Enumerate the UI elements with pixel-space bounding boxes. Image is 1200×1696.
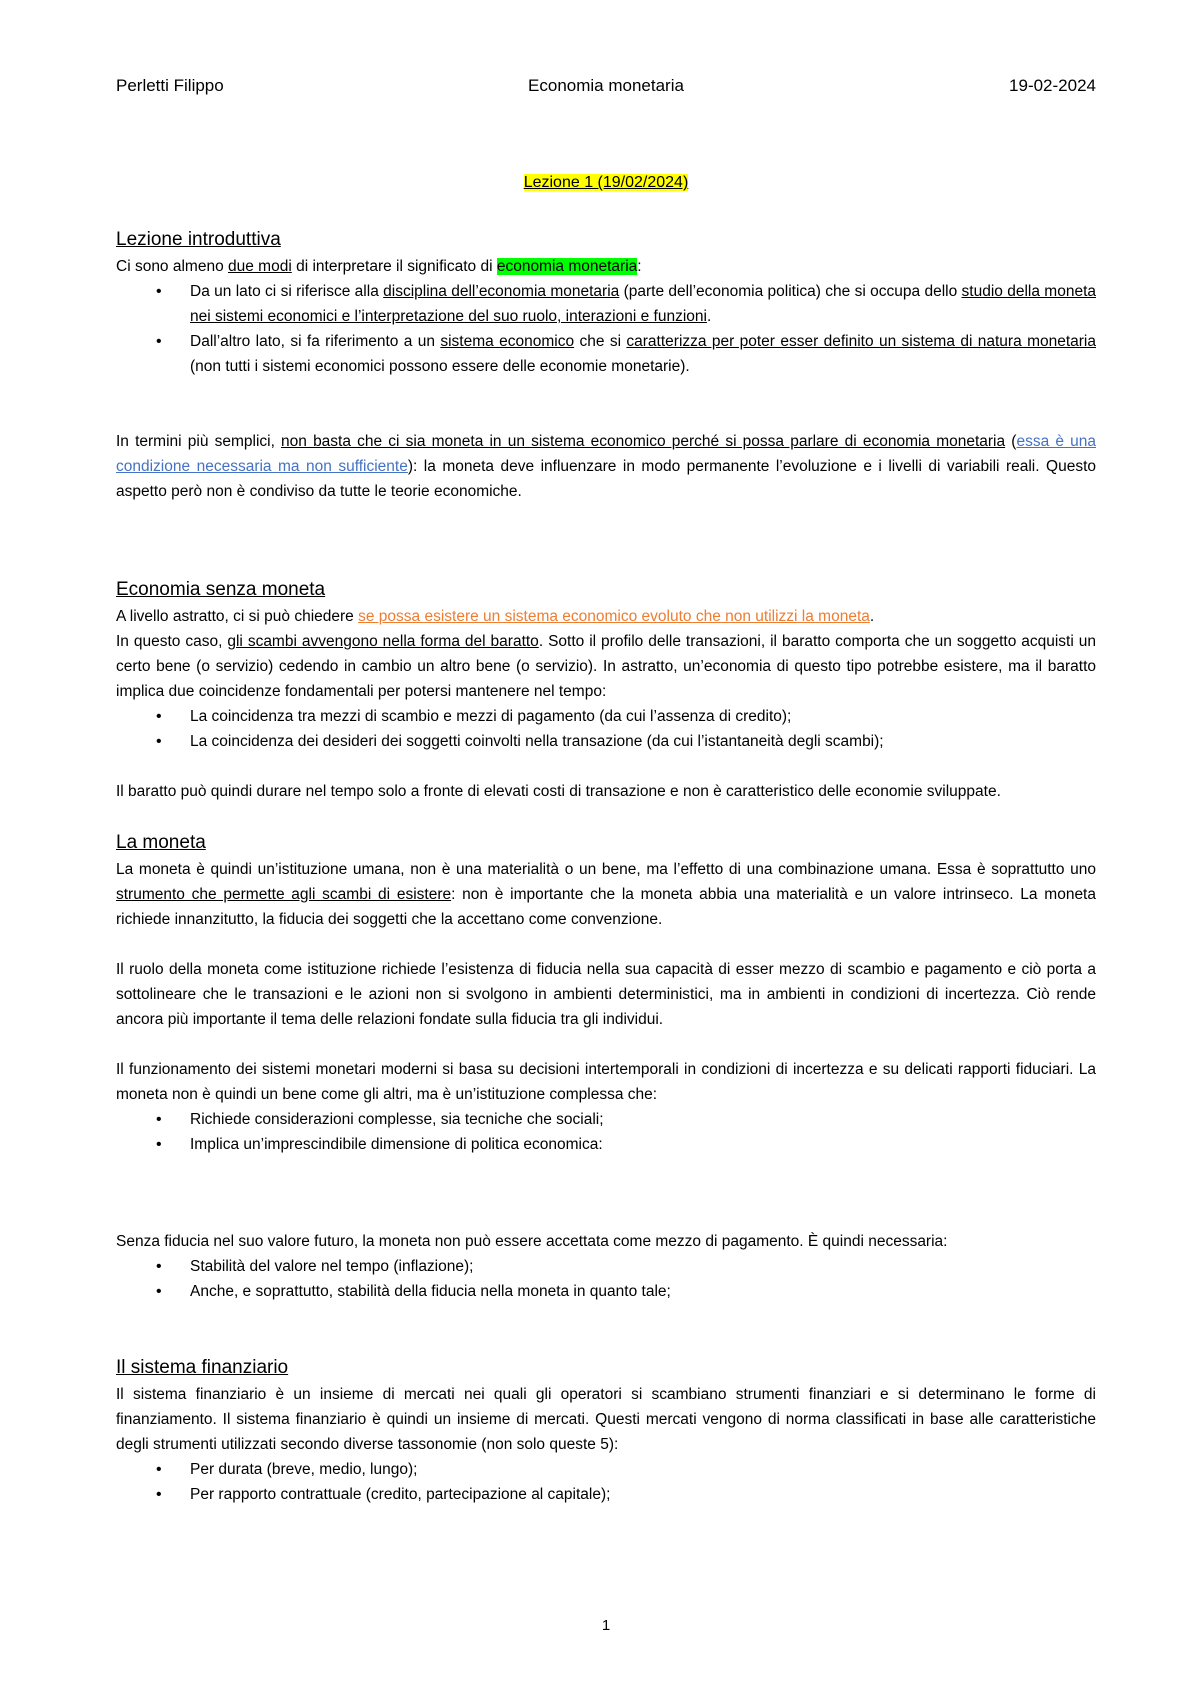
list-item: • La coincidenza tra mezzi di scambio e mezzi di pagamento (da cui l’assenza di credito); (190, 704, 1096, 729)
highlighted-term: economia monetaria (496, 258, 638, 275)
bullet-list (116, 704, 1096, 754)
header-course: Economia monetaria (528, 76, 684, 95)
list-item: • Dall’altro lato, si fa riferimento a un sistema economico che si caratterizza per poter esser definito un sistema di natura monetaria (non tutti i sistemi economici possono essere delle economie monetarie). (190, 329, 1096, 379)
paragraph: Il sistema finanziario è un insieme di mercati nei quali gli operatori si scambiano strumenti finanziari e si determinano le forme di finanziamento. Il sistema finanziario è quindi un insieme di mercati. Questi mercati vengono di norma classificati in base alle caratteristiche degli strumenti utilizzati secondo diverse tassonomie (non solo queste 5): (116, 1386, 1096, 1453)
list-item: • Richiede considerazioni complesse, sia tecniche che sociali; (190, 1107, 1096, 1132)
list-item: • Anche, e soprattutto, stabilità della fiducia nella moneta in quanto tale; (190, 1279, 1096, 1304)
section-title-la-moneta: La moneta (116, 832, 206, 853)
list-item: • Stabilità del valore nel tempo (inflazione); (190, 1254, 1096, 1279)
bullet-list (116, 1457, 1096, 1507)
lesson-title-text: Lezione 1 (19/02/2024) (523, 174, 689, 191)
paragraph: Il funzionamento dei sistemi monetari moderni si basa su decisioni intertemporali in condizioni di incertezza e su delicati rapporti fiduciari. La moneta non è quindi un bene come gli altri, ma è un’istituzione complessa che: (116, 1061, 1096, 1103)
section-title-sistema-finanziario: Il sistema finanziario (116, 1357, 289, 1378)
document-body (116, 226, 1096, 1507)
paragraph: A livello astratto, ci si può chiedere se possa esistere un sistema economico evoluto che non utilizzi la moneta. (116, 608, 875, 625)
paragraph: Ci sono almeno due modi di interpretare il significato di economia monetaria: (116, 258, 642, 275)
paragraph: La moneta è quindi un’istituzione umana, non è una materialità o un bene, ma l’effetto di una combinazione umana. Essa è soprattutto uno strumento che permette agli scambi di esistere: non è importante che la moneta abbia una materialità e un valore intrinseco. La moneta richiede innanzitutto, la fiducia dei soggetti che la accettano come convenzione. (116, 861, 1096, 928)
list-item: • Per durata (breve, medio, lungo); (190, 1457, 1096, 1482)
blue-note: essa è una condizione necessaria ma non sufficiente (116, 433, 1096, 475)
orange-note: se possa esistere un sistema economico evoluto che non utilizzi la moneta (358, 608, 870, 625)
paragraph: Senza fiducia nel suo valore futuro, la moneta non può essere accettata come mezzo di pagamento. È quindi necessaria: (116, 1233, 948, 1250)
paragraph: In questo caso, gli scambi avvengono nella forma del baratto. Sotto il profilo delle transazioni, il baratto comporta che un soggetto acquisti un certo bene (o servizio) cedendo in cambio un altro bene (o servizio). In astratto, un’economia di questo tipo potrebbe esistere, ma il baratto implica due coincidenze fondamentali per potersi mantenere nel tempo: (116, 633, 1097, 700)
document-page (116, 0, 1096, 1696)
bullet-list (116, 279, 1096, 379)
bullet-list (116, 1254, 1096, 1304)
bullet-list (116, 1107, 1096, 1157)
paragraph: In termini più semplici, non basta che ci sia moneta in un sistema economico perché si possa parlare di economia monetaria (essa è una condizione necessaria ma non sufficiente): la moneta deve influenzare in modo permanente l’evoluzione e i livelli di variabili reali. Questo aspetto però non è condiviso da tutte le teorie economiche. (116, 433, 1096, 500)
list-item: • Implica un’imprescindibile dimensione di politica economica: (190, 1132, 1096, 1157)
paragraph: Il baratto può quindi durare nel tempo solo a fronte di elevati costi di transazione e non è caratteristico delle economie sviluppate. (116, 783, 1001, 800)
list-item: • Per rapporto contrattuale (credito, partecipazione al capitale); (190, 1482, 1096, 1507)
section-title-intro: Lezione introduttiva (116, 229, 281, 250)
paragraph: Il ruolo della moneta come istituzione richiede l’esistenza di fiducia nella sua capacità di esser mezzo di scambio e pagamento e ciò porta a sottolineare che le transazioni e le azioni non si svolgono in ambienti deterministici, ma in ambienti in condizioni di incertezza. Ciò rende ancora più importante il tema delle relazioni fondate sulla fiducia tra gli individui. (116, 961, 1096, 1028)
lesson-title (116, 174, 1096, 192)
list-item: • Da un lato ci si riferisce alla disciplina dell’economia monetaria (parte dell’economia politica) che si occupa dello studio della moneta nei sistemi economici e l’interpretazione del suo ruolo, interazioni e funzioni. (190, 279, 1096, 329)
header-date: 19-02-2024 (1009, 76, 1096, 95)
section-title-economia-senza-moneta: Economia senza moneta (116, 579, 326, 600)
page-number: 1 (601, 1617, 611, 1634)
list-item: • La coincidenza dei desideri dei soggetti coinvolti nella transazione (da cui l’istantaneità degli scambi); (190, 729, 1096, 754)
header-author: Perletti Filippo (116, 76, 224, 95)
